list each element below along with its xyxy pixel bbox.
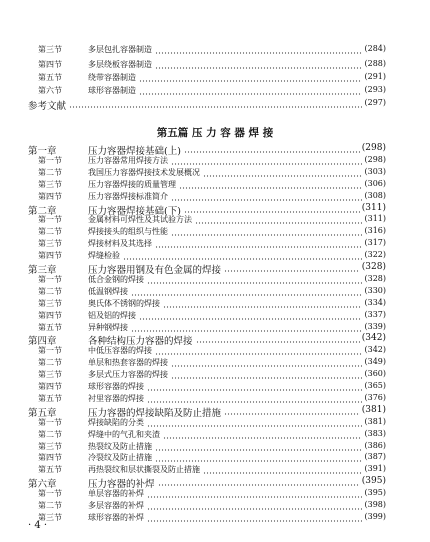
dot-leader [147, 389, 362, 391]
toc-number: 第四节 [38, 191, 62, 201]
toc-title: 异种钢焊接 [88, 322, 128, 332]
toc-title: 奥氏体不锈钢的焊接 [88, 298, 160, 308]
toc-title: 单层和热套容器的焊接 [88, 358, 168, 368]
toc-title: 绕带容器制造 [88, 73, 136, 82]
toc-title: 压力容器焊接基础(下) [88, 205, 181, 217]
toc-number: 第五节 [38, 465, 62, 475]
dot-leader [155, 353, 362, 355]
toc-title: 焊缝检验 [88, 251, 120, 261]
toc-title: 压力容器用钢及有色金属的焊接 [88, 265, 222, 276]
toc-number: 第四节 [38, 310, 62, 320]
toc-number: 第二节 [38, 429, 62, 439]
dot-leader [131, 330, 362, 332]
toc-title: 金属材料可焊性及其试验方法 [88, 215, 192, 225]
dot-leader [155, 67, 362, 69]
dot-leader [155, 449, 362, 451]
toc-section-row [0, 72, 430, 86]
dot-leader [171, 163, 362, 165]
toc-page-ref: (339) [364, 321, 386, 331]
toc-page-ref: (308) [364, 190, 386, 200]
toc-number: 第三节 [38, 179, 62, 189]
toc-page-ref: (317) [364, 238, 386, 248]
toc-page-ref: (288) [364, 59, 386, 68]
dot-leader [163, 437, 362, 439]
dot-leader [171, 365, 362, 367]
toc-number: 第四节 [38, 453, 62, 463]
dot-leader [155, 52, 362, 54]
toc-number: 第二节 [38, 227, 62, 237]
toc-number: 第四节 [38, 251, 62, 261]
toc-number: 第一节 [38, 215, 62, 225]
dot-leader [158, 484, 360, 486]
dot-leader [147, 508, 362, 510]
toc-page-ref: (316) [364, 226, 386, 236]
toc-section-row [0, 512, 430, 526]
toc-title: 焊接缺陷的分类 [88, 417, 144, 427]
toc-title: 铝及铝的焊接 [88, 310, 136, 320]
dot-leader [139, 80, 362, 82]
dot-leader [139, 93, 362, 95]
toc-title: 衬里容器的焊接 [88, 393, 144, 403]
toc-title: 焊接材料及其选择 [88, 239, 152, 249]
toc-number: 第一节 [38, 274, 62, 284]
toc-number: 第三节 [38, 370, 62, 380]
toc-title: 多层容器的补焊 [88, 501, 144, 510]
toc-page-ref: (284) [364, 44, 386, 53]
toc-page-ref: (303) [364, 166, 386, 176]
toc-title: 多层绕板容器制造 [88, 60, 152, 69]
toc-page-ref: (391) [364, 464, 386, 474]
toc-number: 第三章 [28, 265, 57, 276]
toc-page-ref: (342) [364, 345, 386, 355]
dot-leader [196, 341, 360, 343]
toc-page-ref: (381) [364, 416, 386, 426]
dot-leader [123, 258, 362, 260]
dot-leader [224, 413, 360, 415]
dot-leader [155, 460, 362, 462]
toc-page-ref: (386) [364, 440, 386, 450]
dot-leader [69, 106, 362, 108]
toc-title: 压力容器的焊接缺陷及防止措施 [88, 407, 222, 419]
toc-page-ref: (395) [364, 488, 386, 498]
toc-number: 第二节 [38, 167, 62, 177]
dot-leader [171, 199, 362, 201]
toc-number: 第四章 [28, 336, 57, 348]
toc-page-ref: (349) [364, 357, 386, 367]
toc-number: 第二章 [28, 205, 57, 217]
toc-title: 再热裂纹和层状撕裂及防止措施 [88, 465, 200, 475]
toc-title: 焊缝中的气孔和夹渣 [88, 429, 160, 439]
dot-leader [203, 175, 362, 177]
toc-number: 第六章 [28, 479, 57, 491]
toc-page-ref: (383) [364, 428, 386, 438]
toc-section-row [0, 59, 430, 73]
toc-page-ref: (311) [361, 202, 386, 213]
toc-title: 压力容器焊接标准简介 [88, 191, 168, 201]
toc-page-ref: (365) [364, 381, 386, 390]
toc-title: 中低压容器的焊接 [88, 346, 152, 356]
toc-page-ref: (291) [364, 72, 386, 81]
toc-page-ref: (342) [361, 333, 386, 344]
dot-leader [131, 294, 362, 296]
toc-page-ref: (322) [364, 250, 386, 260]
toc-title: 低温钢焊接 [88, 286, 128, 296]
toc-page-ref: (376) [364, 392, 386, 402]
toc-page-ref: (328) [361, 262, 386, 272]
toc-title: 多层式压力容器的焊接 [88, 370, 168, 380]
toc-title: 球形容器的焊接 [88, 382, 144, 391]
dot-leader [147, 282, 362, 284]
toc-title: 低合金钢的焊接 [88, 274, 144, 284]
part-heading: 第五篇 压 力 容 器 焊 接 [156, 127, 274, 139]
dot-leader [184, 211, 360, 213]
toc-number: 第一章 [28, 146, 57, 157]
toc-title: 压力容器焊接基础(上) [88, 146, 181, 157]
toc-number: 第三节 [38, 298, 62, 308]
toc-section-row [0, 85, 430, 99]
toc-number: 第五节 [38, 322, 62, 332]
toc-title: 各种结构压力容器的焊接 [88, 336, 193, 348]
toc-number: 第二节 [38, 501, 62, 510]
toc-number: 第五节 [38, 73, 62, 82]
toc-page-ref: (398) [364, 500, 386, 509]
dot-leader [147, 425, 362, 427]
toc-number: 第三节 [38, 45, 62, 54]
toc-number: 参考文献 [28, 101, 67, 112]
toc-title: 单层容器的补焊 [88, 489, 144, 499]
toc-section-row [0, 44, 430, 58]
toc-number: 第一节 [38, 417, 62, 427]
toc-title: 焊接接头的组织与性能 [88, 227, 168, 237]
toc-title: 热裂纹及防止措施 [88, 441, 152, 451]
toc-title: 球形容器制造 [88, 86, 136, 95]
toc-title: 压力容器焊接的质量管理 [88, 179, 176, 189]
dot-leader [163, 306, 362, 308]
dot-leader [147, 520, 362, 522]
toc-page-ref: (337) [364, 309, 386, 319]
dot-leader [203, 472, 362, 474]
toc-title: 多层包扎容器制造 [88, 45, 152, 54]
toc-title: 冷裂纹及防止措施 [88, 453, 152, 463]
dot-leader [195, 222, 362, 224]
toc-page-ref: (297) [364, 98, 386, 107]
toc-number: 第二节 [38, 286, 62, 296]
toc-number: 第三节 [38, 512, 62, 522]
toc-page-ref: (395) [361, 476, 386, 487]
toc-number: 第六节 [38, 86, 62, 95]
toc-page-ref: (381) [361, 404, 386, 415]
toc-title: 我国压力容器焊接技术发展概况 [88, 167, 200, 177]
toc-page-ref: (328) [364, 273, 386, 283]
toc-title: 压力容器常用焊接方法 [88, 155, 168, 165]
toc-number: 第一节 [38, 346, 62, 356]
toc-title: 球形容器的补焊 [88, 512, 144, 522]
toc-page-ref: (399) [364, 511, 386, 521]
toc-page-ref: (298) [361, 143, 386, 153]
toc-number: 第三节 [38, 239, 62, 249]
dot-leader [224, 270, 360, 272]
dot-leader [171, 234, 362, 236]
toc-number: 第四节 [38, 382, 62, 391]
toc-page-ref: (330) [364, 285, 386, 295]
toc-references-row [0, 98, 430, 112]
dot-leader [171, 377, 362, 379]
toc-number: 第五节 [38, 393, 62, 403]
toc-page-ref: (306) [364, 178, 386, 188]
toc-page-ref: (387) [364, 452, 386, 462]
toc-number: 第一节 [38, 489, 62, 499]
page-number: · 4 · [28, 520, 48, 531]
toc-number: 第四节 [38, 60, 62, 69]
dot-leader [147, 401, 362, 403]
toc-page-ref: (298) [364, 154, 386, 164]
dot-leader [179, 187, 362, 189]
toc-page-ref: (334) [364, 297, 386, 307]
toc-page-ref: (293) [364, 85, 386, 94]
toc-number: 第一节 [38, 155, 62, 165]
toc-number: 第五章 [28, 407, 57, 419]
toc-number: 第三节 [38, 441, 62, 451]
toc-number: 第二节 [38, 358, 62, 368]
toc-page-ref: (311) [364, 214, 386, 224]
dot-leader [147, 496, 362, 498]
dot-leader [184, 151, 360, 153]
toc-title: 压力容器的补焊 [88, 479, 155, 491]
dot-leader [155, 246, 362, 248]
dot-leader [139, 318, 362, 320]
toc-page-ref: (360) [364, 369, 386, 379]
